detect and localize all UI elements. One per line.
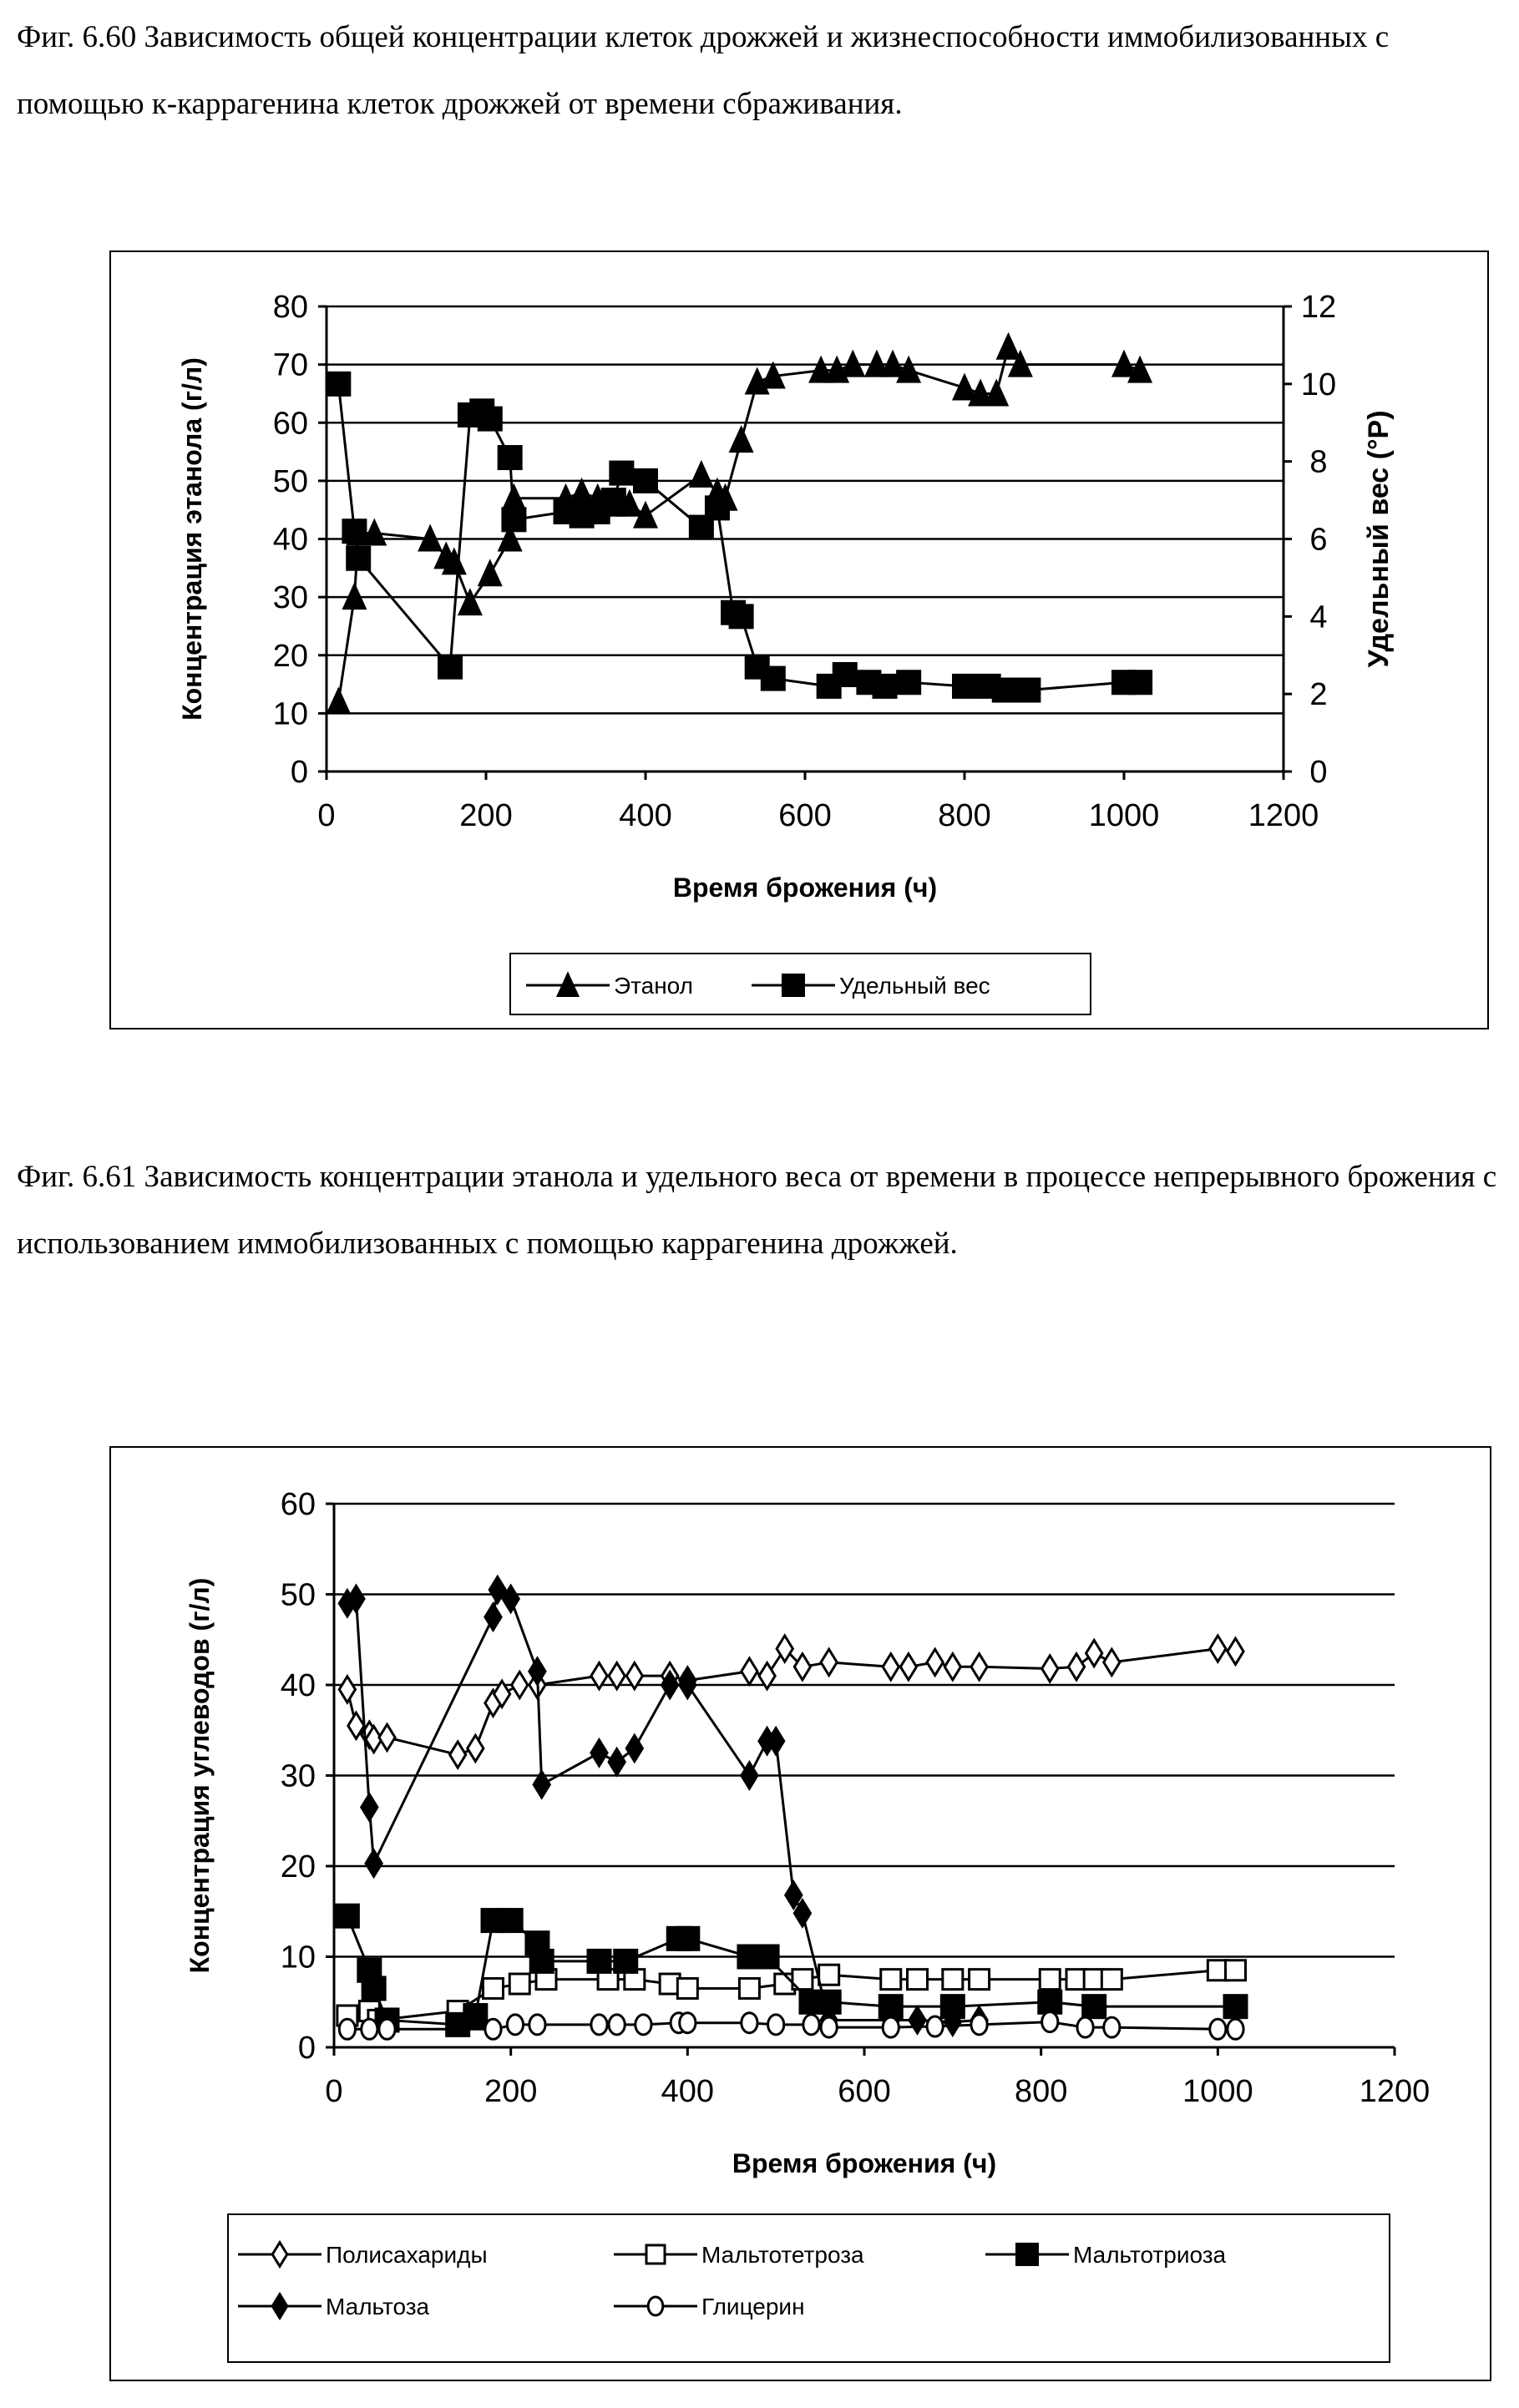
data-point-Полисахариды xyxy=(1228,1638,1243,1664)
data-point-Мальтотриоза xyxy=(362,1975,387,2001)
data-point-Полисахариды xyxy=(944,1654,960,1680)
data-point-Глицерин xyxy=(1210,2019,1226,2039)
legend-marker xyxy=(648,2297,663,2315)
y2-axis-label: Удельный вес (°P) xyxy=(1363,410,1395,667)
y2-tick-label: 12 xyxy=(1301,290,1336,325)
y-tick-label: 60 xyxy=(273,406,308,441)
y-tick-label: 20 xyxy=(281,1849,316,1884)
data-point-Полисахариды xyxy=(512,1672,528,1697)
x-tick-label: 1000 xyxy=(1182,2074,1253,2109)
data-point-Глицерин xyxy=(591,2015,607,2035)
y-tick-label: 20 xyxy=(273,639,308,674)
x-axis-label: Время брожения (ч) xyxy=(673,873,937,903)
data-point-Полисахариды xyxy=(1042,1656,1058,1682)
data-point-Полисахариды xyxy=(468,1735,484,1761)
data-point-Глицерин xyxy=(742,2013,757,2033)
y-tick-label: 40 xyxy=(273,523,308,558)
data-point-Глицерин xyxy=(768,2015,784,2035)
x-tick-label: 1200 xyxy=(1248,798,1319,833)
chart-carbohydrates xyxy=(0,0,1519,2408)
data-point-Мальтотетроза xyxy=(943,1970,963,1990)
y-tick-label: 30 xyxy=(273,580,308,615)
y-tick-label: 0 xyxy=(291,755,308,790)
x-axis-label: Время брожения (ч) xyxy=(732,2148,996,2178)
data-point-Полисахариды xyxy=(379,1724,395,1750)
data-point-Мальтоза xyxy=(591,1740,607,1766)
data-point-Полисахариды xyxy=(883,1654,899,1680)
x-tick-label: 600 xyxy=(778,798,831,833)
data-point-Глицерин xyxy=(971,2015,987,2035)
legend-marker xyxy=(646,2245,665,2264)
data-point-Полисахариды xyxy=(927,1649,943,1675)
data-point-Мальтотриоза xyxy=(463,2003,488,2028)
data-point-Глицерин xyxy=(1042,2012,1058,2032)
y-tick-label: 30 xyxy=(281,1759,316,1794)
y-tick-label: 50 xyxy=(281,1578,316,1613)
y-tick-label: 60 xyxy=(281,1487,316,1522)
data-point-Мальтоза xyxy=(609,1749,625,1775)
data-point-Глицерин xyxy=(339,2019,355,2039)
data-point-Мальтотетроза xyxy=(739,1978,759,1998)
x-tick-label: 800 xyxy=(1015,2074,1067,2109)
data-point-Полисахариды xyxy=(971,1654,987,1680)
data-point-Мальтоза xyxy=(362,1794,377,1820)
data-point-Глицерин xyxy=(927,2016,943,2036)
data-point-Полисахариды xyxy=(1086,1640,1102,1666)
legend-marker xyxy=(1015,2243,1039,2266)
legend-box xyxy=(228,2214,1390,2362)
data-point-Глицерин xyxy=(362,2019,377,2039)
data-point-Глицерин xyxy=(529,2015,545,2035)
y-tick-label: 40 xyxy=(281,1668,316,1703)
data-point-Полисахариды xyxy=(821,1649,837,1675)
legend-label: Полисахариды xyxy=(326,2242,488,2268)
x-tick-label: 1000 xyxy=(1089,798,1160,833)
y-axis-label: Концентрация углеводов (г/л) xyxy=(185,1578,215,1974)
x-tick-label: 400 xyxy=(619,798,671,833)
data-point-Полисахариды xyxy=(1104,1649,1120,1675)
data-point-Мальтотетроза xyxy=(1101,1970,1122,1990)
y2-tick-label: 10 xyxy=(1301,367,1336,402)
x-tick-label: 400 xyxy=(661,2074,714,2109)
data-point-Глицерин xyxy=(485,2019,501,2039)
caption-fig-6-61: Фиг. 6.61 Зависимость концентрации этанола и удельного веса от времени в процессе непрерывного брожения с использованием иммобилизованных с помощью каррагенина дрожжей. xyxy=(17,1144,1503,1277)
x-tick-label: 800 xyxy=(938,798,990,833)
data-point-Мальтотриоза xyxy=(1081,1994,1106,2019)
data-point-Мальтотетроза xyxy=(484,1978,504,1998)
data-point-Полисахариды xyxy=(742,1658,757,1684)
legend-label: Мальтотриоза xyxy=(1073,2242,1227,2268)
data-point-Мальтотриоза xyxy=(499,1908,524,1933)
data-point-Мальтотриоза xyxy=(529,1949,554,1974)
legend-label: Глицерин xyxy=(701,2294,805,2319)
data-point-Глицерин xyxy=(1104,2017,1120,2037)
data-point-Мальтотетроза xyxy=(881,1970,901,1990)
data-point-Глицерин xyxy=(821,2017,837,2037)
data-point-Глицерин xyxy=(680,2013,696,2033)
data-point-Полисахариды xyxy=(900,1654,916,1680)
data-point-Мальтотетроза xyxy=(1040,1970,1060,1990)
x-tick-label: 1200 xyxy=(1360,2074,1430,2109)
y-tick-label: 10 xyxy=(281,1940,316,1975)
x-tick-label: 0 xyxy=(317,798,335,833)
data-point-Глицерин xyxy=(1077,2017,1093,2037)
caption-fig-6-60: Фиг. 6.60 Зависимость общей концентрации клеток дрожжей и жизнеспособности иммобилизованных с помощью к-каррагенина клеток дрожжей от времени сбраживания. xyxy=(17,4,1503,138)
y2-tick-label: 8 xyxy=(1309,445,1327,480)
y2-tick-label: 0 xyxy=(1309,755,1327,790)
legend-label: Удельный вес xyxy=(839,973,990,999)
page xyxy=(0,0,1519,2408)
data-point-Глицерин xyxy=(507,2015,523,2035)
legend-label: Мальтоза xyxy=(326,2294,430,2319)
data-point-Глицерин xyxy=(1228,2019,1243,2039)
data-point-Полисахариды xyxy=(1068,1654,1084,1680)
y2-tick-label: 4 xyxy=(1309,599,1327,635)
x-tick-label: 200 xyxy=(459,798,512,833)
data-point-Мальтотетроза xyxy=(970,1970,990,1990)
data-point-Глицерин xyxy=(609,2015,625,2035)
data-point-Мальтотетроза xyxy=(677,1978,697,1998)
data-point-Мальтоза xyxy=(909,2007,925,2033)
y-tick-label: 70 xyxy=(273,348,308,383)
data-point-Мальтотриоза xyxy=(755,1945,780,1970)
data-point-Мальтотриоза xyxy=(1223,1994,1248,2019)
data-point-Полисахариды xyxy=(794,1654,810,1680)
series-line-0 xyxy=(347,1649,1236,1755)
data-point-Мальтотриоза xyxy=(587,1949,612,1974)
data-point-Мальтотриоза xyxy=(613,1949,638,1974)
data-point-Глицерин xyxy=(635,2015,651,2035)
data-point-Мальтотетроза xyxy=(1226,1960,1246,1981)
data-point-Глицерин xyxy=(883,2017,899,2037)
y-axis-label: Концентрация этанола (г/л) xyxy=(177,357,207,721)
x-tick-label: 200 xyxy=(484,2074,537,2109)
y2-tick-label: 6 xyxy=(1309,523,1327,558)
data-point-Полисахариды xyxy=(339,1677,355,1702)
data-point-Глицерин xyxy=(803,2015,819,2035)
data-point-Мальтотетроза xyxy=(819,1965,839,1985)
data-point-Мальтотриоза xyxy=(335,1904,360,1929)
data-point-Мальтотриоза xyxy=(675,1926,700,1951)
x-tick-label: 600 xyxy=(838,2074,890,2109)
data-point-Мальтотетроза xyxy=(908,1970,928,1990)
x-tick-label: 0 xyxy=(325,2074,342,2109)
data-point-Глицерин xyxy=(379,2019,395,2039)
data-point-Мальтотетроза xyxy=(509,1974,529,1994)
y-tick-label: 50 xyxy=(273,464,308,499)
legend-label: Этанол xyxy=(614,973,693,999)
legend-label: Мальтотетроза xyxy=(701,2242,864,2268)
data-point-Полисахариды xyxy=(450,1742,466,1768)
y-tick-label: 80 xyxy=(273,290,308,325)
y-tick-label: 0 xyxy=(298,2031,316,2066)
y2-tick-label: 2 xyxy=(1309,677,1327,712)
y-tick-label: 10 xyxy=(273,696,308,731)
data-point-Полисахариды xyxy=(1210,1636,1226,1662)
